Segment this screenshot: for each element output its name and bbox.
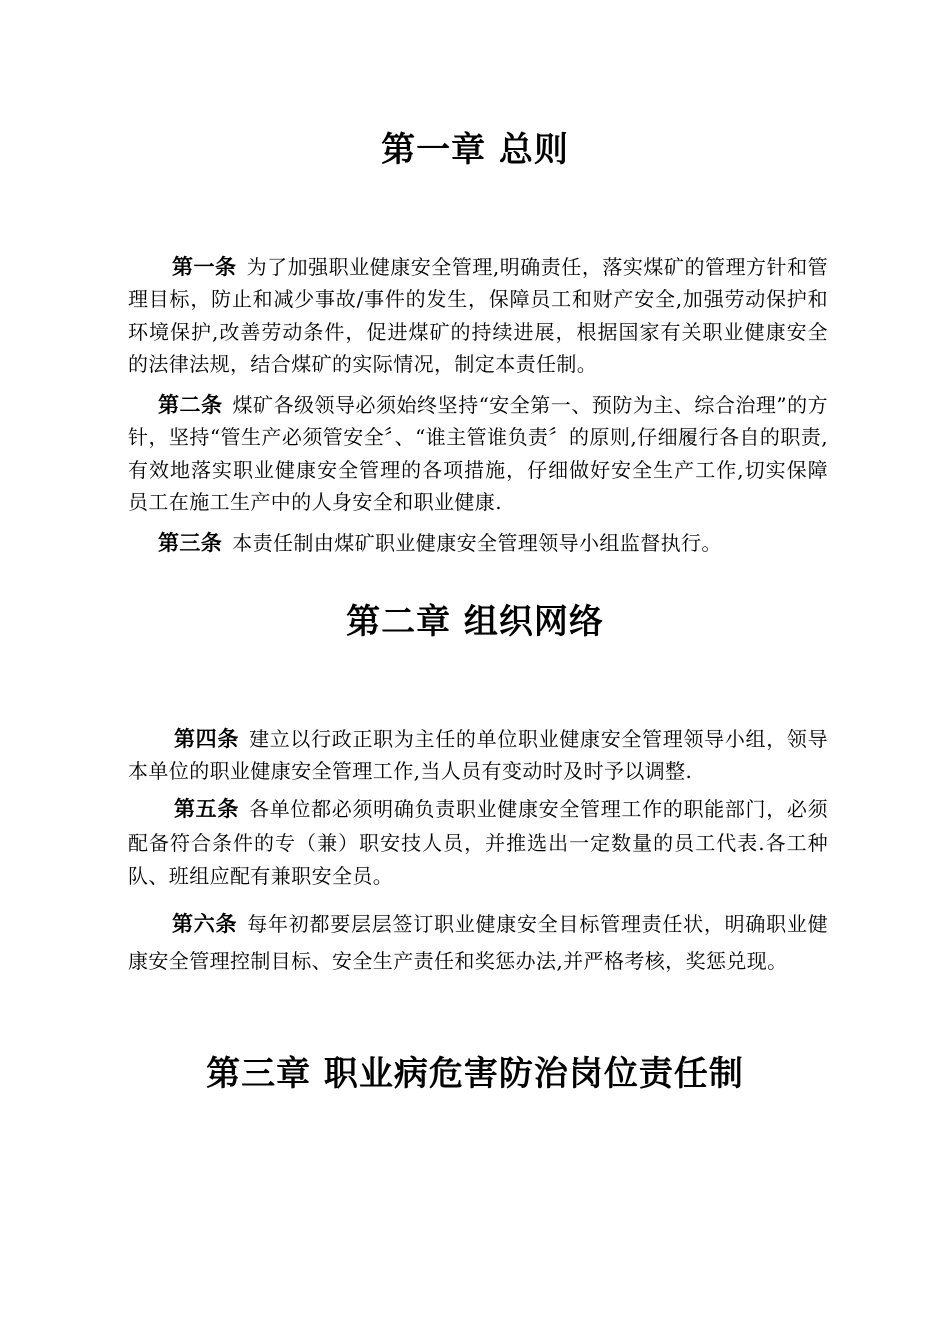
chapter-2-title: 第二章 组织网络: [346, 602, 604, 642]
article-6-text: 每年初都要层层签订职业健康安全目标管理责任状，明确职业健康安全管理控制目标、安全生产责任和奖惩办法,并严格考核，奖惩兑现。: [128, 912, 828, 973]
article-4-text: 建立以行政正职为主任的单位职业健康安全管理领导小组，领导本单位的职业健康安全管理工作,当人员有变动时及时予以调整.: [128, 727, 828, 784]
article-4-label: 第四条: [174, 727, 240, 751]
article-1-text: 为了加强职业健康安全管理,明确责任，落实煤矿的管理方针和管理目标，防止和减少事故/事件的发生，保障员工和财产安全,加强劳动保护和环境保护,改善劳动条件，促进煤矿的持续进展，根据国家有关职业健康安全的法律法规，结合煤矿的实际情况，制定本责任制。: [128, 255, 828, 376]
article-3: [128, 527, 828, 559]
article-6: [128, 906, 828, 980]
article-5-text: 各单位都必须明确负责职业健康安全管理工作的职能部门，必须配备符合条件的专（兼）职安技人员，并推选出一定数量的员工代表.各工种队、班组应配有兼职安全员。: [128, 797, 828, 888]
article-2-label: 第二条: [158, 393, 223, 417]
article-3-text: 本责任制由煤矿职业健康安全管理领导小组监督执行。: [232, 531, 722, 555]
article-4: [128, 723, 828, 788]
chapter-3-title: 第三章 职业病危害防治岗位责任制: [206, 1054, 744, 1094]
article-1-label: 第一条: [172, 255, 237, 279]
article-3-label: 第三条: [158, 531, 223, 555]
article-5-label: 第五条: [174, 797, 240, 821]
article-5: [128, 793, 828, 894]
chapter-1-title: 第一章 总则: [381, 130, 569, 170]
article-6-label: 第六条: [172, 912, 238, 936]
article-1: [128, 251, 828, 380]
article-2: [128, 389, 828, 518]
article-2-text: 煤矿各级领导必须始终坚持“安全第一、预防为主、综合治理”的方针，坚持“管生产必须管安全〞、“谁主管谁负责〞的原则,仔细履行各自的职责,有效地落实职业健康安全管理的各项措施，仔细做好安全生产工作,切实保障员工在施工生产中的人身安全和职业健康.: [128, 393, 828, 514]
